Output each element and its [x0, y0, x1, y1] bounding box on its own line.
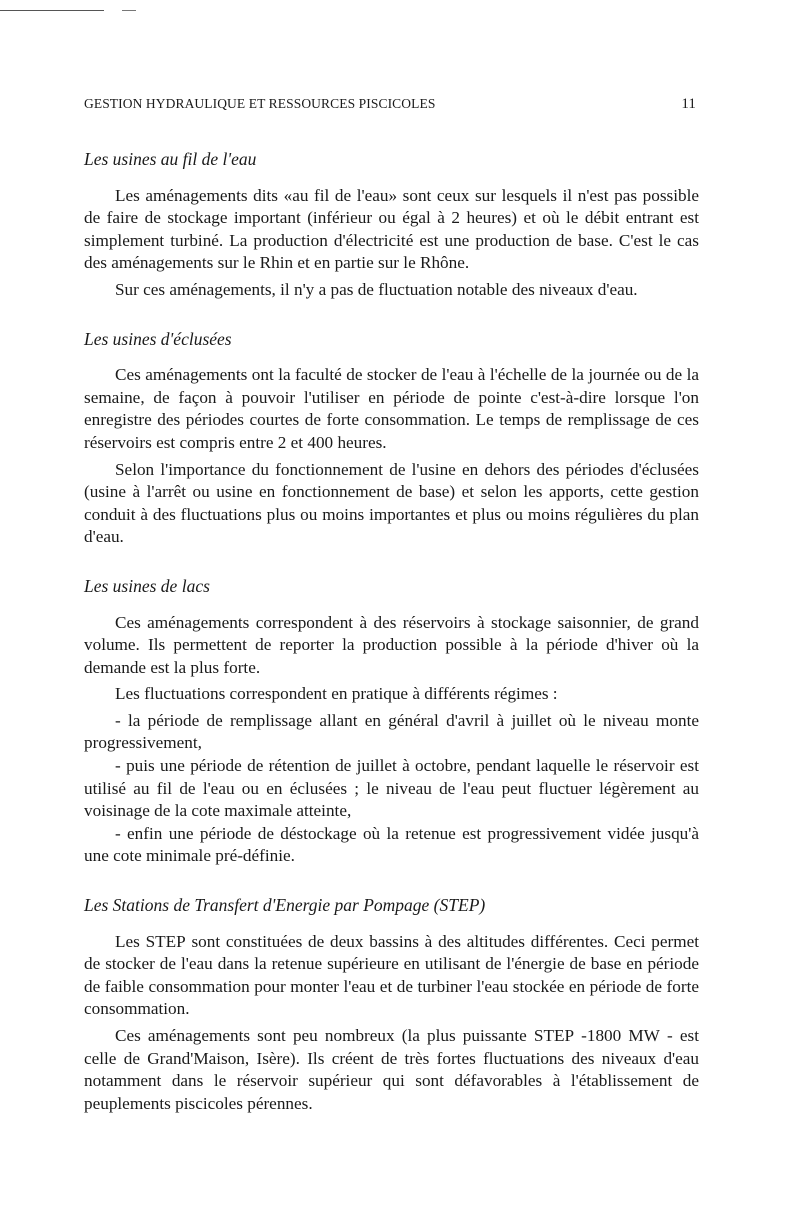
- acronym: STEP: [533, 1026, 575, 1045]
- title-acronym: STEP: [439, 895, 480, 916]
- list-item: - enfin une période de déstockage où la retenue est progressivement vidée jusqu'à une cote minimale pré-définie.: [84, 823, 699, 866]
- running-header: [84, 96, 696, 112]
- paragraph: [84, 1025, 699, 1115]
- paragraph: Les aménagements dits «au fil de l'eau» sont ceux sur lesquels il n'est pas possible de faire de stockage important (inférieur ou égal à 2 heures) et où le débit entrant est simplement turbiné. La production d'électricité est une production de base. C'est le cas des aménagements sur le Rhin et en partie sur le Rhône.: [84, 185, 699, 273]
- section-eclusees: [84, 328, 699, 549]
- unit: MW: [628, 1026, 660, 1045]
- section-title: Les usines de lacs: [84, 575, 210, 596]
- top-rule: [0, 10, 104, 11]
- top-rule-short: [122, 10, 136, 11]
- paragraph: Ces aménagements correspondent à des réservoirs à stockage saisonnier, de grand volume. Ils permettent de reporter la production possible à la période d'hiver où la demande est la plus forte.: [84, 612, 699, 677]
- running-title: GESTION HYDRAULIQUE ET RESSOURCES PISCICOLES: [84, 96, 436, 111]
- section-step: [84, 894, 699, 1115]
- title-text-end: ): [479, 895, 486, 916]
- section-title: Les usines au fil de l'eau: [84, 149, 257, 169]
- paragraph: Sur ces aménagements, il n'y a pas de fluctuation notable des niveaux d'eau.: [115, 279, 638, 299]
- title-text: Les Stations de Transfert d'Energie par Pompage (: [84, 895, 440, 916]
- section-title: [84, 894, 699, 917]
- paragraph: Ces aménagements ont la faculté de stocker de l'eau à l'échelle de la journée ou de la semaine, de façon à pouvoir l'utiliser en période de pointe c'est-à-dire lorsque l'on enregistre des périodes courtes de forte consommation. Le temps de remplissage de ces réservoirs est compris entre 2 et 400 heures.: [84, 365, 699, 452]
- text-run: - est celle de Grand'Maison, Isère). Ils créent de très fortes fluctuations des niveaux d'eau notamment dans le réservoir supérieur qui sont défavorables à l'établissement de peuplements piscicoles pérennes.: [84, 1026, 699, 1113]
- paragraph: Les fluctuations correspondent en pratique à différents régimes :: [115, 684, 558, 704]
- text-run: sont constituées de deux bassins à des altitudes différentes. Ceci permet de stocker de l'eau dans la retenue supérieure en utilisant de l'énergie de base en période de faible consommation pour monter l'eau et de turbiner l'eau stockée en période de forte consommation.: [84, 931, 699, 1019]
- text-run: Les: [115, 931, 146, 951]
- paragraph: [84, 931, 699, 1021]
- text-run: Ces aménagements sont peu nombreux (la plus puissante: [115, 1026, 534, 1045]
- list-item: - la période de remplissage allant en général d'avril à juillet où le niveau monte progressivement,: [84, 710, 699, 753]
- section-title: Les usines d'éclusées: [84, 328, 232, 349]
- list-item: - puis une période de rétention de juillet à octobre, pendant laquelle le réservoir est utilisé au fil de l'eau ou en éclusées ; le niveau de l'eau peut fluctuer légèrement au voisinage de la cote maximale atteinte,: [84, 756, 699, 821]
- page-body: [84, 148, 699, 1141]
- section-fil-de-l-eau: [84, 148, 699, 302]
- paragraph: Selon l'importance du fonctionnement de l'usine en dehors des périodes d'éclusées (usine à l'arrêt ou usine en fonctionnement de base) et selon les apports, cette gestion conduit à des fluctuations plus ou moins importantes et plus ou moins régulières du plan d'eau.: [84, 459, 699, 547]
- page-number: 11: [681, 96, 696, 112]
- text-run: -1800: [574, 1026, 629, 1045]
- section-lacs: [84, 575, 699, 868]
- acronym: STEP: [145, 931, 186, 951]
